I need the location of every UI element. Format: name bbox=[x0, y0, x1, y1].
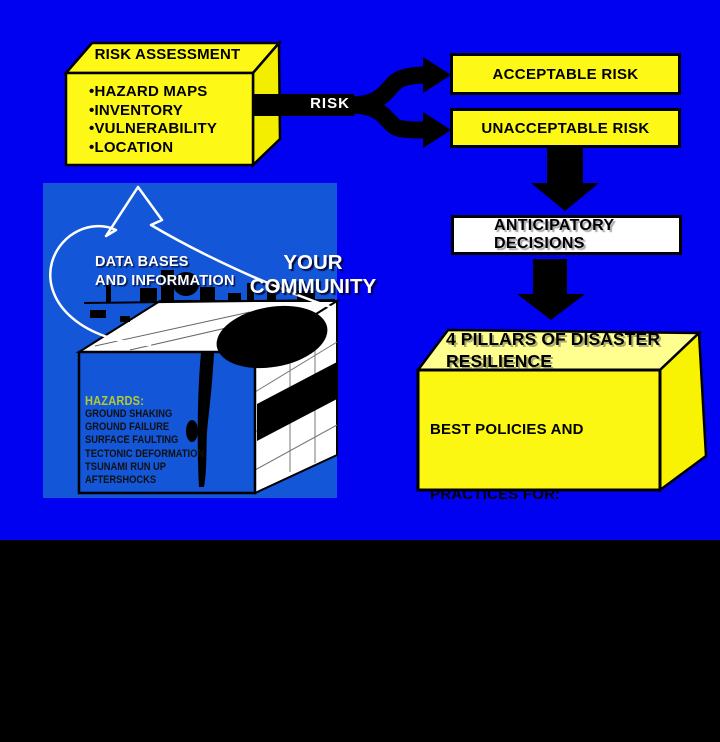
community-line1: YOUR bbox=[283, 251, 343, 274]
risk-arrow-lower-head bbox=[423, 112, 451, 148]
acceptable-risk-box bbox=[450, 53, 681, 95]
databases-line2: AND INFORMATION bbox=[95, 273, 235, 289]
risk-label: RISK bbox=[310, 95, 350, 112]
anticipatory-line1: ANTICIPATORY bbox=[494, 217, 615, 234]
hazards-item: GROUND FAILURE bbox=[85, 421, 170, 434]
hazards-item: TSUNAMI RUN UP bbox=[85, 460, 167, 473]
risk-arrow-upper-head bbox=[423, 57, 451, 93]
community-line2: COMMUNITY bbox=[249, 274, 377, 298]
down-arrow-2-shaft bbox=[533, 259, 567, 295]
down-arrow-1-head bbox=[531, 183, 599, 211]
pillars-body bbox=[430, 376, 668, 742]
pillars-line: BEST POLICIES AND bbox=[430, 421, 584, 438]
hazards-item: TECTONIC DEFORMATION bbox=[85, 447, 205, 460]
risk-item: •VULNERABILITY bbox=[89, 120, 218, 137]
risk-item: •HAZARD MAPS bbox=[89, 83, 208, 100]
pillars-line: PRACTICES FOR: bbox=[430, 485, 561, 503]
unacceptable-risk-label: UNACCEPTABLE RISK bbox=[481, 119, 650, 137]
pillars-line: •RESPONSE & RECOVERY bbox=[430, 679, 630, 696]
risk-item: •LOCATION bbox=[89, 138, 174, 156]
down-arrow-1-icon bbox=[531, 148, 599, 211]
acceptable-risk-label: ACCEPTABLE RISK bbox=[492, 65, 639, 83]
pillars-title bbox=[446, 328, 698, 372]
risk-assessment-items bbox=[89, 83, 259, 157]
hazards-item: GROUND SHAKING bbox=[85, 408, 173, 420]
down-arrow-1-shaft bbox=[547, 148, 583, 184]
unacceptable-risk-box bbox=[450, 108, 681, 148]
hazards-item: SURFACE FAULTING bbox=[85, 434, 179, 447]
pillars-title-line2: RESILIENCE bbox=[446, 351, 553, 371]
pillars-title-line1: 4 PILLARS OF DISASTER bbox=[446, 329, 661, 349]
hazards-list bbox=[85, 393, 213, 487]
databases-label bbox=[95, 253, 255, 291]
risk-assessment-title: RISK ASSESSMENT bbox=[94, 46, 241, 63]
anticipatory-decisions-box bbox=[451, 215, 682, 255]
pillars-line: •PROTECTION bbox=[430, 614, 536, 632]
down-arrow-2-icon bbox=[517, 259, 585, 320]
anticipatory-line2: DECISIONS bbox=[494, 235, 585, 252]
community-label bbox=[237, 251, 389, 298]
databases-line1: DATA BASES bbox=[95, 254, 189, 270]
hazards-item: AFTERSHOCKS bbox=[85, 474, 157, 487]
risk-item: •INVENTORY bbox=[89, 101, 183, 119]
pillars-line: •PREPAREDNESS bbox=[430, 550, 561, 567]
down-arrow-2-head bbox=[517, 294, 585, 320]
hazards-title: HAZARDS: bbox=[85, 393, 145, 408]
